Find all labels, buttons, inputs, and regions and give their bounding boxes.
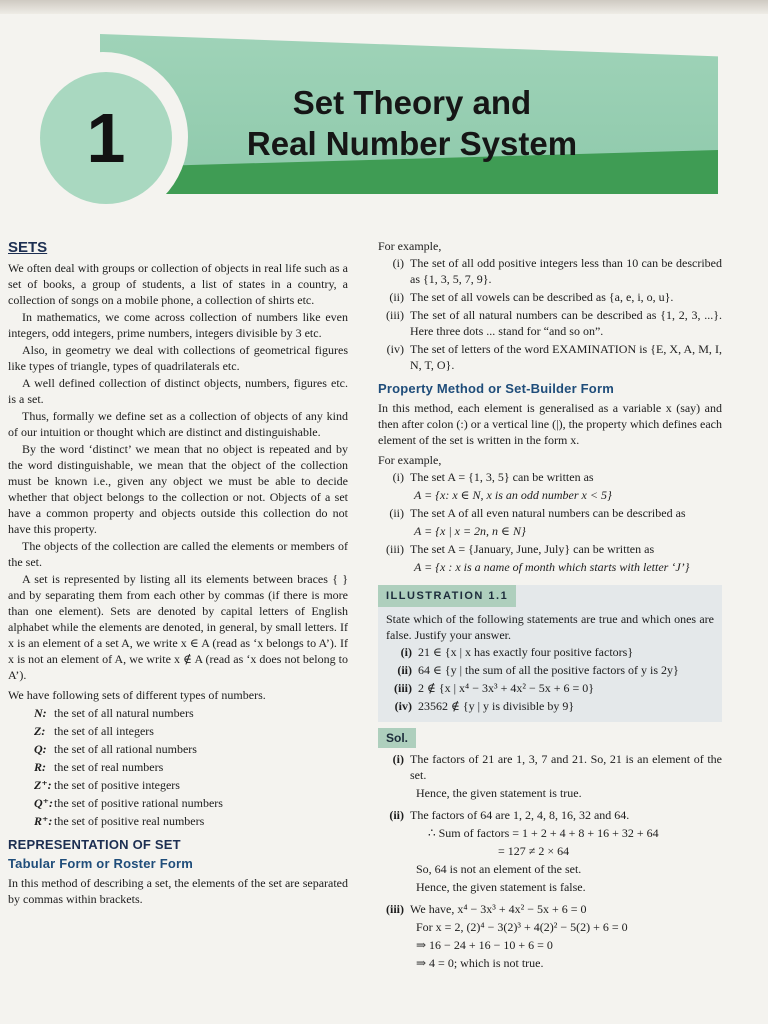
set-symbol: R⁺: — [34, 814, 53, 828]
paragraph: Thus, formally we define set as a collection of objects of any kind of our intuition or thought which are distinct and distinguishable. — [8, 409, 348, 439]
item-text: 64 ∈ {y | the sum of all the positive factors of y is 2y} — [418, 663, 679, 677]
formula: A = {x | x = 2n, n ∈ N} — [414, 524, 526, 538]
list-item — [378, 505, 722, 521]
subsection-heading-tabular: Tabular Form or Roster Form — [8, 856, 194, 871]
item-text: 21 ∈ {x | x has exactly four positive factors} — [418, 645, 634, 659]
paragraph: We often deal with groups or collection of objects in real life such as a set of books, a group of students, a list of states in a country, a collection of songs on a mobile phone, a collection of shirts etc. — [8, 261, 348, 307]
chapter-title-line2: Real Number System — [246, 125, 578, 162]
item-number: (iii) — [386, 902, 404, 916]
item-text: 2 ∉ {x | x⁴ − 3x³ + 4x² − 5x + 6 = 0} — [418, 681, 595, 695]
set-symbol: Q⁺: — [34, 796, 53, 810]
item-text: The set A of all even natural numbers can be described as — [410, 506, 686, 520]
solution-line: Hence, the given statement is true. — [416, 786, 582, 800]
item-number: (iv) — [386, 342, 404, 356]
item-number: (i) — [392, 256, 404, 270]
item-number: (i) — [392, 470, 404, 484]
item-text: The factors of 64 are 1, 2, 4, 8, 16, 32 and 64. — [410, 808, 630, 822]
paragraph: In this method, each element is generalised as a variable x (say) and then after colon (:) or a vertical line (|), the property which defines each element of the set is written in the form x. — [378, 401, 722, 447]
set-description: the set of positive real numbers — [54, 814, 205, 828]
item-text: We have, x⁴ − 3x³ + 4x² − 5x + 6 = 0 — [410, 902, 587, 916]
set-description: the set of all rational numbers — [54, 742, 197, 756]
paragraph: The objects of the collection are called the elements or members of the set. — [8, 539, 348, 569]
chapter-number: 1 — [86, 99, 126, 177]
set-symbol: Z: — [34, 724, 46, 738]
list-item — [386, 644, 714, 660]
number-sets-list — [34, 705, 348, 829]
list-item — [34, 777, 348, 793]
set-description: the set of all natural numbers — [54, 706, 194, 720]
item-number: (iii) — [386, 542, 404, 556]
for-example-label: For example, — [378, 453, 442, 467]
solution-part — [378, 751, 722, 783]
paragraph: In mathematics, we come across collection of numbers like even integers, odd integers, prime numbers, integers divisible by 3 etc. — [8, 310, 348, 340]
list-item — [34, 705, 348, 721]
list-item — [378, 341, 722, 373]
formula: A = {x: x ∈ N, x is an odd number x < 5} — [414, 488, 612, 502]
list-item — [378, 289, 722, 305]
set-description: the set of positive rational numbers — [54, 796, 223, 810]
set-symbol: Z⁺: — [34, 778, 52, 792]
solution-line: Hence, the given statement is false. — [416, 880, 586, 894]
list-item — [386, 698, 714, 714]
roster-examples-list — [378, 255, 722, 373]
item-number: (i) — [392, 752, 404, 766]
paragraph: Also, in geometry we deal with collections of geometrical figures like types of triangle, types of quadrilaterals etc. — [8, 343, 348, 373]
paragraph: By the word ‘distinct’ we mean that no object is repeated and by the word distinguishable, we mean that the object of the collection must be known i.e., given any object we must be able to decide whether that object belongs to the collection or not. Objects of a set have a common property and objects outside this collection do not have this property. — [8, 442, 348, 536]
paragraph: In this method of describing a set, the elements of the set are separated by commas within brackets. — [8, 876, 348, 906]
set-description: the set of positive integers — [54, 778, 180, 792]
item-number: (i) — [400, 645, 412, 659]
item-text: 23562 ∉ {y | y is divisible by 9} — [418, 699, 575, 713]
illustration-question: State which of the following statements are true and which ones are false. Justify your answer. — [386, 612, 714, 642]
chapter-circle — [40, 72, 172, 204]
list-item — [386, 680, 714, 696]
page-top-edge — [0, 0, 768, 14]
list-item — [378, 469, 722, 485]
list-item — [34, 723, 348, 739]
list-item — [34, 759, 348, 775]
set-symbol: N: — [34, 706, 47, 720]
item-number: (iii) — [386, 308, 404, 322]
solution-line: So, 64 is not an element of the set. — [416, 862, 582, 876]
subsection-heading-set-builder: Property Method or Set-Builder Form — [378, 381, 614, 396]
solution-part — [378, 901, 722, 917]
set-symbol: Q: — [34, 742, 47, 756]
list-item — [378, 307, 722, 339]
item-text: The set A = {1, 3, 5} can be written as — [410, 470, 594, 484]
item-number: (iii) — [394, 681, 412, 695]
list-item — [34, 813, 348, 829]
item-number: (ii) — [389, 808, 404, 822]
item-text: The set of letters of the word EXAMINATION is {E, X, A, M, I, N, T, O}. — [410, 342, 722, 372]
solution-line: ⇒ 16 − 24 + 16 − 10 + 6 = 0 — [416, 938, 553, 952]
list-item — [378, 541, 722, 557]
solution-line: ⇒ 4 = 0; which is not true. — [416, 956, 544, 970]
list-item — [34, 795, 348, 811]
for-example-label: For example, — [378, 239, 442, 253]
item-text: The set of all natural numbers can be described as {1, 2, 3, ...}. Here three dots ... stand for “and so on”. — [410, 308, 722, 338]
builder-examples-list — [378, 469, 722, 575]
set-description: the set of all integers — [54, 724, 154, 738]
section-heading-representation: REPRESENTATION OF SET — [8, 837, 181, 852]
item-text: The factors of 21 are 1, 3, 7 and 21. So, 21 is an element of the set. — [410, 752, 722, 782]
chapter-title — [222, 82, 602, 164]
set-symbol: R: — [34, 760, 46, 774]
item-text: The set of all odd positive integers less than 10 can be described as {1, 3, 5, 7, 9}. — [410, 256, 722, 286]
item-number: (ii) — [397, 663, 412, 677]
item-number: (iv) — [394, 699, 412, 713]
item-number: (ii) — [389, 506, 404, 520]
right-column — [378, 238, 722, 973]
list-item — [34, 741, 348, 757]
list-item — [378, 255, 722, 287]
chapter-title-line1: Set Theory and — [292, 84, 532, 121]
solution-line: For x = 2, (2)⁴ − 3(2)³ + 4(2)² − 5(2) + 6 = 0 — [416, 920, 628, 934]
paragraph: A set is represented by listing all its elements between braces { } and by separating them from each other by commas (if there is more than one element). Sets are denoted by capital letters of English alphabet while the elements are denoted, in general, by small letters. If x is an element of a set A, we write x ∈ A (read as ‘x belongs to A’). If x is not an element of A, we write x ∉ A (read as ‘x does not belong to A’). — [8, 572, 348, 682]
paragraph: We have following sets of different types of numbers. — [8, 688, 266, 702]
solution-line: ∴ Sum of factors = 1 + 2 + 4 + 8 + 16 + 32 + 64 — [428, 826, 659, 840]
section-heading-sets: SETS — [8, 239, 48, 256]
illustration-label: ILLUSTRATION 1.1 — [378, 585, 516, 607]
item-number: (ii) — [389, 290, 404, 304]
set-description: the set of real numbers — [54, 760, 164, 774]
solution-label: Sol. — [378, 728, 416, 748]
left-column — [8, 240, 348, 908]
list-item — [386, 662, 714, 678]
solution-line: = 127 ≠ 2 × 64 — [498, 844, 570, 858]
illustration-box — [378, 585, 722, 722]
solution-part — [378, 807, 722, 823]
item-text: The set A = {January, June, July} can be written as — [410, 542, 655, 556]
formula: A = {x : x is a name of month which starts with letter ‘J’} — [414, 560, 690, 574]
paragraph: A well defined collection of distinct objects, numbers, figures etc. is a set. — [8, 376, 348, 406]
item-text: The set of all vowels can be described as {a, e, i, o, u}. — [410, 290, 674, 304]
